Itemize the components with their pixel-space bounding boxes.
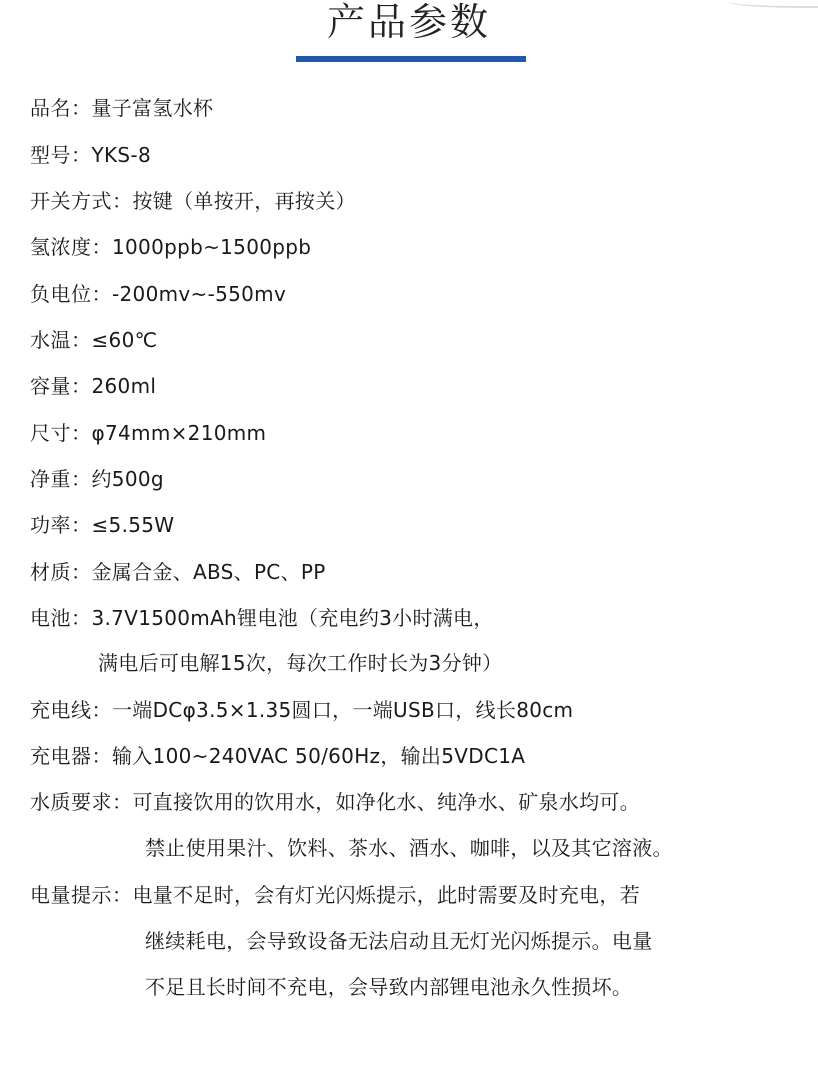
spec-dimensions	[30, 418, 266, 448]
spec-label: 尺寸：	[30, 421, 92, 445]
spec-label: 功率：	[30, 513, 92, 537]
spec-value: 约500g	[91, 467, 164, 491]
spec-value: ≤60℃	[91, 328, 158, 352]
spec-label: 电量提示：	[30, 883, 133, 907]
spec-battery-alert-continuation: 不足且长时间不充电，会导致内部锂电池永久性损坏。	[145, 975, 633, 999]
spec-battery-alert-continuation: 继续耗电，会导致设备无法启动且无灯光闪烁提示。电量	[145, 929, 653, 953]
spec-label: 容量：	[30, 374, 92, 398]
title-underline	[296, 56, 526, 62]
spec-value: 一端DCφ3.5×1.35圆口，一端USB口，线长80cm	[112, 698, 574, 722]
page-title: 产品参数	[326, 0, 491, 44]
spec-material	[30, 557, 326, 587]
spec-battery-alert	[30, 880, 640, 910]
spec-label: 材质：	[30, 560, 92, 584]
spec-label: 型号：	[30, 143, 92, 167]
spec-power	[30, 510, 174, 540]
spec-value: 按键（单按开，再按关）	[132, 189, 356, 213]
spec-value: 金属合金、ABS、PC、PP	[91, 560, 326, 584]
spec-water-temperature	[30, 325, 157, 355]
spec-label: 充电器：	[30, 744, 112, 768]
spec-value: 3.7V1500mAh锂电池（充电约3小时满电，	[91, 606, 494, 630]
spec-charger	[30, 741, 525, 771]
spec-label: 开关方式：	[30, 189, 133, 213]
spec-battery-continuation: 满电后可电解15次，每次工作时长为3分钟）	[98, 651, 503, 675]
spec-value: 260ml	[91, 374, 157, 398]
spec-capacity	[30, 371, 156, 401]
spec-label: 水温：	[30, 328, 92, 352]
spec-value: 输入100~240VAC 50/60Hz，输出5VDC1A	[112, 744, 526, 768]
spec-value: 1000ppb~1500ppb	[112, 235, 312, 259]
spec-product-name	[30, 93, 213, 123]
spec-model	[30, 140, 151, 170]
spec-label: 氢浓度：	[30, 235, 112, 259]
spec-charging-cable	[30, 695, 573, 725]
spec-water-quality	[30, 787, 640, 817]
spec-value: YKS-8	[91, 143, 151, 167]
spec-water-quality-continuation: 禁止使用果汁、饮料、茶水、酒水、咖啡，以及其它溶液。	[145, 836, 673, 860]
spec-value: φ74mm×210mm	[91, 421, 267, 445]
spec-value: -200mv~-550mv	[112, 282, 287, 306]
spec-label: 水质要求：	[30, 790, 133, 814]
spec-value: 可直接饮用的饮用水，如净化水、纯净水、矿泉水均可。	[132, 790, 640, 814]
spec-label: 净重：	[30, 467, 92, 491]
spec-label: 品名：	[30, 96, 92, 120]
spec-hydrogen-concentration	[30, 232, 311, 262]
spec-battery	[30, 603, 494, 633]
spec-switch-mode	[30, 186, 356, 216]
spec-label: 充电线：	[30, 698, 112, 722]
spec-value: 电量不足时，会有灯光闪烁提示，此时需要及时充电，若	[132, 883, 640, 907]
spec-label: 电池：	[30, 606, 92, 630]
spec-value: ≤5.55W	[91, 513, 175, 537]
spec-net-weight	[30, 464, 164, 494]
spec-label: 负电位：	[30, 282, 112, 306]
spec-value: 量子富氢水杯	[91, 96, 214, 120]
spec-negative-potential	[30, 279, 286, 309]
